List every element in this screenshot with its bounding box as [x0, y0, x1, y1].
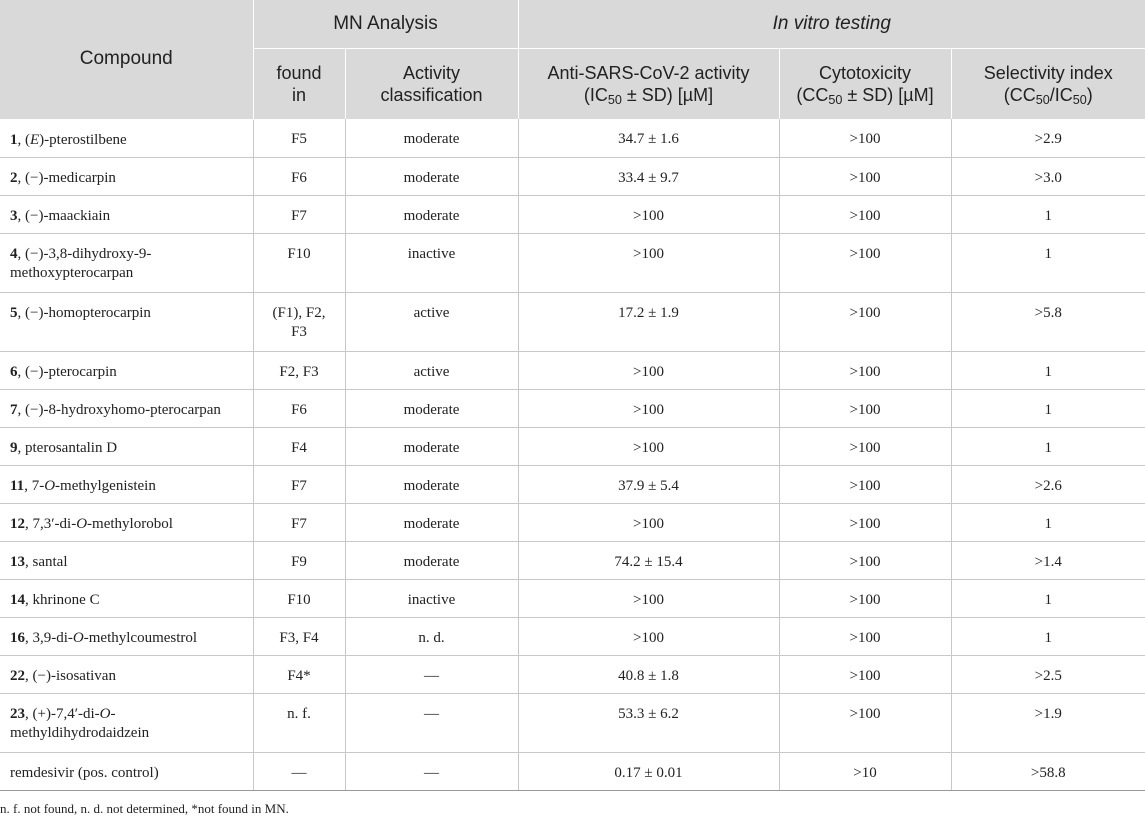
compound-cell — [0, 655, 253, 693]
activity-cell: — — [345, 693, 518, 752]
selectivity-cell: 1 — [951, 579, 1145, 617]
ic50-cell: 0.17 ± 0.01 — [518, 752, 779, 790]
header-group-mn-analysis: MN Analysis — [253, 0, 518, 49]
compound-number: 9 — [10, 439, 18, 456]
ic50-cell: >100 — [518, 389, 779, 427]
compound-number: 2 — [10, 169, 18, 186]
selectivity-cell: >5.8 — [951, 292, 1145, 351]
found-in-cell: n. f. — [253, 693, 345, 752]
cc50-cell: >100 — [779, 617, 951, 655]
selectivity-cell: 1 — [951, 389, 1145, 427]
found-in-cell: F7 — [253, 195, 345, 233]
compound-name: , 7,3′-di-O-methylorobol — [25, 515, 173, 532]
cc50-cell: >10 — [779, 752, 951, 790]
compound-name: , pterosantalin D — [17, 439, 118, 456]
compound-cell — [0, 693, 253, 752]
cc50-cell: >100 — [779, 195, 951, 233]
selectivity-cell: >58.8 — [951, 752, 1145, 790]
compound-number: 23 — [10, 705, 25, 722]
cc50-cell: >100 — [779, 351, 951, 389]
compound-cell — [0, 579, 253, 617]
ic50-cell: 17.2 ± 1.9 — [518, 292, 779, 351]
found-in-cell: F7 — [253, 503, 345, 541]
cc50-cell: >100 — [779, 693, 951, 752]
table-row — [0, 119, 1145, 157]
header-selectivity-index: Selectivity index $(CC_{50}/IC_{50})$ — [951, 49, 1145, 120]
selectivity-cell: >2.5 — [951, 655, 1145, 693]
ic50-cell: 40.8 ± 1.8 — [518, 655, 779, 693]
ic50-cell: >100 — [518, 233, 779, 292]
activity-cell: — — [345, 752, 518, 790]
cc50-cell: >100 — [779, 389, 951, 427]
compound-number: 22 — [10, 667, 25, 684]
ic50-cell: >100 — [518, 579, 779, 617]
found-in-cell: F4 — [253, 427, 345, 465]
compound-cell — [0, 119, 253, 157]
table-row — [0, 195, 1145, 233]
cc50-cell: >100 — [779, 157, 951, 195]
header-activity-classification: Activity classification — [345, 49, 518, 120]
cc50-cell: >100 — [779, 655, 951, 693]
ic50-cell: >100 — [518, 195, 779, 233]
found-in-cell: F9 — [253, 541, 345, 579]
compound-number: 13 — [10, 553, 25, 570]
table-footnote: n. f. not found, n. d. not determined, *not found in MN. — [0, 801, 289, 816]
header-in-vitro-label: In vitro testing — [772, 13, 891, 34]
ic50-cell: 74.2 ± 15.4 — [518, 541, 779, 579]
compound-name: , (E)-pterostilbene — [17, 131, 127, 148]
activity-cell: inactive — [345, 579, 518, 617]
cc50-cell: >100 — [779, 541, 951, 579]
found-in-cell: F7 — [253, 465, 345, 503]
selectivity-cell: 1 — [951, 503, 1145, 541]
compound-name: , (−)-maackiain — [17, 207, 111, 224]
compound-number: 4 — [10, 245, 18, 262]
compound-number: 7 — [10, 401, 18, 418]
compound-number: 6 — [10, 363, 18, 380]
found-in-cell: F10 — [253, 579, 345, 617]
compound-name: , (+)-7,4′-di-O-methyldihydrodaidzein — [10, 705, 150, 741]
selectivity-cell: >3.0 — [951, 157, 1145, 195]
cc50-cell: >100 — [779, 427, 951, 465]
ic50-cell: 53.3 ± 6.2 — [518, 693, 779, 752]
compound-cell — [0, 617, 253, 655]
table-row — [0, 655, 1145, 693]
selectivity-cell: 1 — [951, 233, 1145, 292]
found-in-cell: F5 — [253, 119, 345, 157]
table-row — [0, 617, 1145, 655]
ic50-cell: >100 — [518, 503, 779, 541]
compound-cell — [0, 157, 253, 195]
found-in-cell: F3, F4 — [253, 617, 345, 655]
table-row — [0, 693, 1145, 752]
table-row — [0, 233, 1145, 292]
compound-cell — [0, 541, 253, 579]
compound-number: 3 — [10, 207, 18, 224]
compound-cell — [0, 195, 253, 233]
table-row — [0, 752, 1145, 790]
ic50-cell: >100 — [518, 351, 779, 389]
compound-cell — [0, 503, 253, 541]
table-row — [0, 541, 1145, 579]
cc50-cell: >100 — [779, 465, 951, 503]
header-group-in-vitro-testing — [518, 0, 1145, 49]
compound-number: 11 — [10, 477, 25, 494]
table-body — [0, 119, 1145, 790]
compound-cell — [0, 752, 253, 790]
selectivity-cell: 1 — [951, 427, 1145, 465]
compound-number: 5 — [10, 304, 18, 321]
compound-name: , (−)-8-hydroxyhomo-pterocarpan — [17, 401, 221, 418]
compound-name: , (−)-isosativan — [25, 667, 116, 684]
header-found-in: found in — [253, 49, 345, 120]
table-row — [0, 157, 1145, 195]
compound-name: , (−)-medicarpin — [17, 169, 116, 186]
compound-number: 1 — [10, 131, 18, 148]
selectivity-cell: 1 — [951, 617, 1145, 655]
compound-cell — [0, 465, 253, 503]
cc50-cell: >100 — [779, 233, 951, 292]
compound-cell — [0, 389, 253, 427]
compound-name: , 7-O-methylgenistein — [24, 477, 156, 494]
compound-name: , (−)-pterocarpin — [17, 363, 117, 380]
selectivity-cell: >1.4 — [951, 541, 1145, 579]
header-compound: Compound — [0, 0, 253, 119]
found-in-cell: F4* — [253, 655, 345, 693]
found-in-cell: F6 — [253, 389, 345, 427]
table-header — [0, 0, 1145, 119]
activity-cell: moderate — [345, 157, 518, 195]
header-anti-sars-activity: Anti-SARS-CoV-2 activity $(IC_{50} \pm SD)$ [µM] — [518, 49, 779, 120]
found-in-cell: F10 — [253, 233, 345, 292]
selectivity-cell: 1 — [951, 351, 1145, 389]
ic50-cell: >100 — [518, 617, 779, 655]
found-in-cell: F6 — [253, 157, 345, 195]
activity-cell: moderate — [345, 503, 518, 541]
table-row — [0, 503, 1145, 541]
compound-cell — [0, 233, 253, 292]
compound-name: , khrinone C — [25, 591, 100, 608]
ic50-cell: 37.9 ± 5.4 — [518, 465, 779, 503]
activity-cell: moderate — [345, 195, 518, 233]
found-in-cell: (F1), F2, F3 — [253, 292, 345, 351]
table-row — [0, 465, 1145, 503]
ic50-cell: >100 — [518, 427, 779, 465]
ic50-cell: 33.4 ± 9.7 — [518, 157, 779, 195]
compound-name: , 3,9-di-O-methylcoumestrol — [25, 629, 198, 646]
activity-cell: — — [345, 655, 518, 693]
cc50-cell: >100 — [779, 119, 951, 157]
selectivity-cell: >2.9 — [951, 119, 1145, 157]
found-in-cell: — — [253, 752, 345, 790]
compound-number: 14 — [10, 591, 25, 608]
table-row — [0, 427, 1145, 465]
table-row — [0, 292, 1145, 351]
ic50-cell: 34.7 ± 1.6 — [518, 119, 779, 157]
compound-number: 12 — [10, 515, 25, 532]
compound-name: , (−)-3,8-dihydroxy-9-methoxypterocarpan — [10, 245, 152, 281]
activity-cell: n. d. — [345, 617, 518, 655]
cc50-cell: >100 — [779, 579, 951, 617]
activity-cell: moderate — [345, 389, 518, 427]
activity-cell: moderate — [345, 541, 518, 579]
activity-cell: active — [345, 292, 518, 351]
activity-cell: inactive — [345, 233, 518, 292]
compound-name: remdesivir (pos. control) — [10, 764, 159, 781]
activity-cell: moderate — [345, 119, 518, 157]
activity-cell: active — [345, 351, 518, 389]
compound-cell — [0, 292, 253, 351]
activity-cell: moderate — [345, 427, 518, 465]
compound-name: , (−)-homopterocarpin — [17, 304, 151, 321]
compound-number: 16 — [10, 629, 25, 646]
selectivity-cell: >2.6 — [951, 465, 1145, 503]
found-in-cell: F2, F3 — [253, 351, 345, 389]
compound-cell — [0, 427, 253, 465]
compound-cell — [0, 351, 253, 389]
selectivity-cell: >1.9 — [951, 693, 1145, 752]
table-row — [0, 389, 1145, 427]
activity-cell: moderate — [345, 465, 518, 503]
table-row — [0, 351, 1145, 389]
compound-name: , santal — [25, 553, 68, 570]
header-cytotoxicity: Cytotoxicity $(CC_{50} \pm SD)$ [µM] — [779, 49, 951, 120]
cc50-cell: >100 — [779, 292, 951, 351]
table-row — [0, 579, 1145, 617]
cc50-cell: >100 — [779, 503, 951, 541]
selectivity-cell: 1 — [951, 195, 1145, 233]
